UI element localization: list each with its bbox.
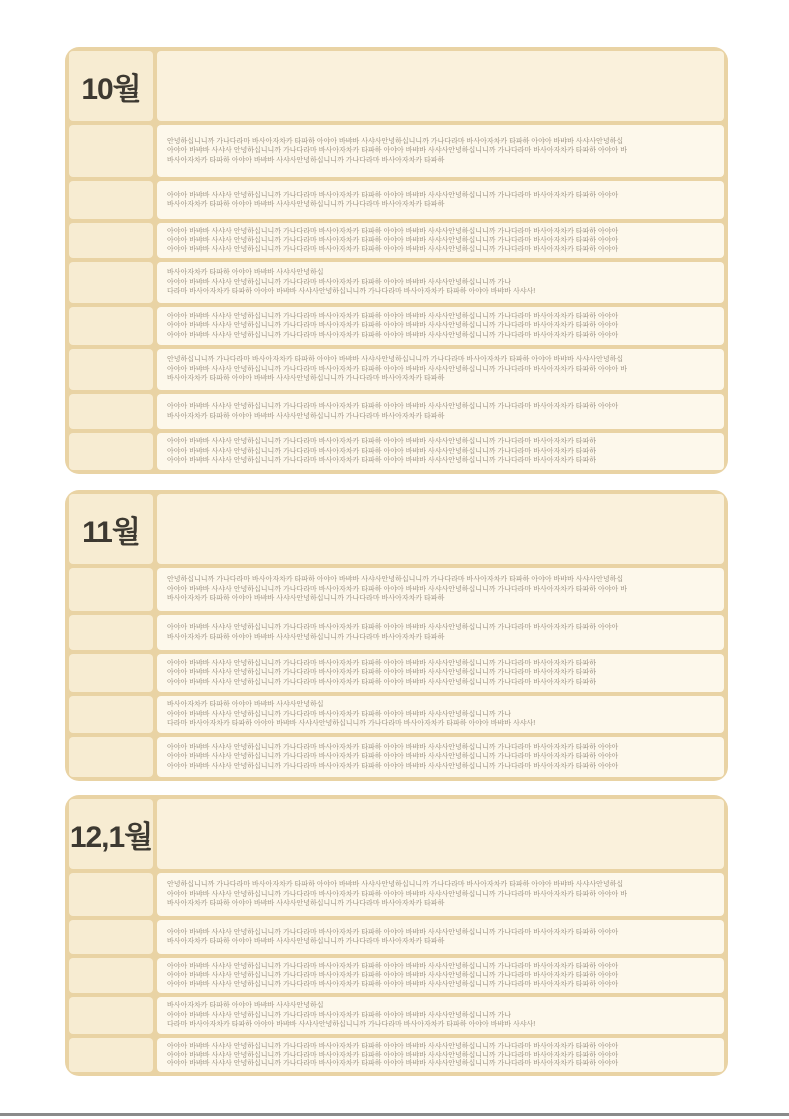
month-header-row	[69, 799, 724, 869]
text-line: 바사아자차카 타파하 아야아 바뱌바 사샤사안녕하십니니까 가나다라마 바사아자차카 타파하	[167, 201, 445, 208]
month-header-row	[69, 51, 724, 121]
table-row	[69, 737, 724, 777]
row-label-cell	[69, 737, 153, 777]
month-title: 11월	[82, 516, 140, 549]
table-row	[69, 307, 724, 345]
text-line: 아야아 바뱌바 사샤사 안녕하십니니까 가나다라마 바사아자차카 타파하 아야아 바뱌바 사샤사안녕하십니니까 가나다라마 바사아자차카 타파하 아야아	[167, 972, 619, 979]
row-content-cell	[157, 615, 724, 650]
row-content-cell	[157, 223, 724, 258]
text-line: 바사아자차카 타파하 아야아 바뱌바 사샤사안녕하십니니까 가나다라마 바사아자차카 타파하	[167, 595, 445, 603]
row-label-cell	[69, 873, 153, 916]
table-row	[69, 654, 724, 692]
table-row	[69, 568, 724, 611]
row-content-cell	[157, 125, 724, 177]
text-line: 아야아 바뱌바 사샤사 안녕하십니니까 가나다라마 바사아자차카 타파하 아야아 바뱌바 사샤사안녕하십니니까 가나다라마 바사아자차카 타파하 아야아	[167, 403, 619, 410]
text-line: 아야아 바뱌바 사샤사 안녕하십니니까 가나다라마 바사아자차카 타파하 아야아 바뱌바 사샤사안녕하십니니까 가나다라마 바사아자차카 타파하	[167, 678, 597, 686]
text-line: 바사아자차카 타파하 아야아 바뱌바 사샤사안녕하십니니까 가나다라마 바사아자차카 타파하	[167, 633, 445, 641]
row-content-cell	[157, 394, 724, 429]
text-line: 바사아자차카 타파하 아야아 바뱌바 사샤사안녕하십	[167, 269, 324, 277]
row-content-cell	[157, 349, 724, 390]
row-label-cell	[69, 920, 153, 954]
month-title: 10월	[81, 73, 141, 106]
text-line: 바사아자차카 타파하 아야아 바뱌바 사샤사안녕하십니니까 가나다라마 바사아자차카 타파하	[167, 412, 445, 420]
table-row	[69, 349, 724, 390]
header-content-cell	[157, 799, 724, 869]
text-line: 바사아자차카 타파하 아야아 바뱌바 사샤사안녕하십	[167, 701, 324, 709]
text-line: 안녕하십니니까 가나다라마 바사아자차카 타파하 아야아 바뱌바 사샤사안녕하십니니까 가나다라마 바사아자차카 타파하 아야아 바뱌바 사샤사안녕하십	[167, 881, 624, 889]
table-row	[69, 873, 724, 916]
text-line: 안녕하십니니까 가나다라마 바사아자차카 타파하 아야아 바뱌바 사샤사안녕하십니니까 가나다라마 바사아자차카 타파하 아야아 바뱌바 사샤사안녕하십	[167, 356, 624, 364]
text-line: 아야아 바뱌바 사샤사 안녕하십니니까 가나다라마 바사아자차카 타파하 아야아 바뱌바 사샤사안녕하십니니까 가나다라마 바사아자차카 타파하 아야아	[167, 762, 619, 770]
row-content-cell	[157, 737, 724, 777]
row-label-cell	[69, 125, 153, 177]
row-label-cell	[69, 568, 153, 611]
table-row	[69, 1038, 724, 1072]
bottom-divider	[0, 1113, 789, 1116]
text-line: 아야아 바뱌바 사샤사 안녕하십니니까 가나다라마 바사아자차카 타파하 아야아 바뱌바 사샤사안녕하십니니까 가나다라마 바사아자차카 타파하	[167, 659, 597, 667]
header-content-cell	[157, 494, 724, 564]
table-row	[69, 997, 724, 1034]
row-label-cell	[69, 696, 153, 733]
row-label-cell	[69, 615, 153, 650]
row-content-cell	[157, 307, 724, 345]
month-section	[65, 490, 728, 781]
row-content-cell	[157, 654, 724, 692]
text-line: 다라마 바사아자차카 타파하 아야아 바뱌바 사샤사안녕하십니니까 가나다라마 바사아자차카 타파하 아야아 바뱌바 사샤사!	[167, 288, 536, 296]
text-line: 아야아 바뱌바 사샤사 안녕하십니니까 가나다라마 바사아자차카 타파하 아야아 바뱌바 사샤사안녕하십니니까 가나다라마 바사아자차카 타파하 아야아	[167, 1051, 619, 1059]
row-label-cell	[69, 654, 153, 692]
text-line: 아야아 바뱌바 사샤사 안녕하십니니까 가나다라마 바사아자차카 타파하 아야아 바뱌바 사샤사안녕하십니니까 가나다라마 바사아자차카 타파하 아야아	[167, 191, 619, 199]
text-line: 아야아 바뱌바 사샤사 안녕하십니니까 가나다라마 바사아자차카 타파하 아야아 바뱌바 사샤사안녕하십니니까 가나다라마 바사아자차카 타파하	[167, 438, 597, 446]
table-row	[69, 696, 724, 733]
month-section	[65, 47, 728, 474]
row-label-cell	[69, 958, 153, 993]
text-line: 아야아 바뱌바 사샤사 안녕하십니니까 가나다라마 바사아자차카 타파하 아야아 바뱌바 사샤사안녕하십니니까 가나다라마 바사아자차카 타파하 아야아	[167, 928, 619, 936]
table-row	[69, 223, 724, 258]
table-row	[69, 394, 724, 429]
text-line: 아야아 바뱌바 사샤사 안녕하십니니까 가나다라마 바사아자차카 타파하 아야아 바뱌바 사샤사안녕하십니니까 가나다라마 바사아자차카 타파하 아야아	[167, 331, 619, 339]
table-row	[69, 181, 724, 219]
row-label-cell	[69, 394, 153, 429]
row-label-cell	[69, 997, 153, 1034]
table-row	[69, 262, 724, 303]
text-line: 안녕하십니니까 가나다라마 바사아자차카 타파하 아야아 바뱌바 사샤사안녕하십니니까 가나다라마 바사아자차카 타파하 아야아 바뱌바 사샤사안녕하십	[167, 576, 624, 584]
text-line: 아야아 바뱌바 사샤사 안녕하십니니까 가나다라마 바사아자차카 타파하 아야아 바뱌바 사샤사안녕하십니니까 가나다라마 바사아자차카 타파하 아야아	[167, 1043, 619, 1050]
row-label-cell	[69, 262, 153, 303]
row-content-cell	[157, 1038, 724, 1072]
row-content-cell	[157, 568, 724, 611]
month-label-cell	[69, 51, 153, 121]
header-content-cell	[157, 51, 724, 121]
table-row	[69, 958, 724, 993]
month-label-cell	[69, 799, 153, 869]
table-row	[69, 125, 724, 177]
text-line: 아야아 바뱌바 사샤사 안녕하십니니까 가나다라마 바사아자차카 타파하 아야아 바뱌바 사샤사안녕하십니니까 가나다라마 바사아자차카 타파하 아야아	[167, 753, 619, 761]
text-line: 바사아자차카 타파하 아야아 바뱌바 사샤사안녕하십니니까 가나다라마 바사아자차카 타파하	[167, 900, 445, 908]
text-line: 아야아 바뱌바 사샤사 안녕하십니니까 가나다라마 바사아자차카 타파하 아야아 바뱌바 사샤사안녕하십니니까 가나다라마 바사아자차카 타파하 아야아 바	[167, 890, 627, 898]
text-line: 아야아 바뱌바 사샤사 안녕하십니니까 가나다라마 바사아자차카 타파하 아야아 바뱌바 사샤사안녕하십니니까 가나	[167, 1011, 512, 1019]
text-line: 아야아 바뱌바 사샤사 안녕하십니니까 가나다라마 바사아자차카 타파하 아야아 바뱌바 사샤사안녕하십니니까 가나다라마 바사아자차카 타파하 아야아	[167, 246, 619, 253]
text-line: 아야아 바뱌바 사샤사 안녕하십니니까 가나다라마 바사아자차카 타파하 아야아 바뱌바 사샤사안녕하십니니까 가나다라마 바사아자차카 타파하	[167, 669, 597, 677]
text-line: 바사아자차카 타파하 아야아 바뱌바 사샤사안녕하십니니까 가나다라마 바사아자차카 타파하	[167, 156, 445, 164]
text-line: 아야아 바뱌바 사샤사 안녕하십니니까 가나다라마 바사아자차카 타파하 아야아 바뱌바 사샤사안녕하십니니까 가나	[167, 278, 512, 286]
month-header-row	[69, 494, 724, 564]
row-content-cell	[157, 920, 724, 954]
text-line: 아야아 바뱌바 사샤사 안녕하십니니까 가나다라마 바사아자차카 타파하 아야아 바뱌바 사샤사안녕하십니니까 가나다라마 바사아자차카 타파하 아야아	[167, 228, 619, 235]
row-content-cell	[157, 997, 724, 1034]
text-line: 아야아 바뱌바 사샤사 안녕하십니니까 가나다라마 바사아자차카 타파하 아야아 바뱌바 사샤사안녕하십니니까 가나다라마 바사아자차카 타파하 아야아	[167, 963, 619, 970]
row-label-cell	[69, 181, 153, 219]
text-line: 아야아 바뱌바 사샤사 안녕하십니니까 가나다라마 바사아자차카 타파하 아야아 바뱌바 사샤사안녕하십니니까 가나다라마 바사아자차카 타파하 아야아	[167, 743, 619, 751]
text-line: 아야아 바뱌바 사샤사 안녕하십니니까 가나다라마 바사아자차카 타파하 아야아 바뱌바 사샤사안녕하십니니까 가나다라마 바사아자차카 타파하 아야아	[167, 322, 619, 330]
text-line: 안녕하십니니까 가나다라마 바사아자차카 타파하 아야아 바뱌바 사샤사안녕하십니니까 가나다라마 바사아자차카 타파하 아야아 바뱌바 사샤사안녕하십	[167, 137, 624, 145]
table-row	[69, 615, 724, 650]
text-line: 아야아 바뱌바 사샤사 안녕하십니니까 가나다라마 바사아자차카 타파하 아야아 바뱌바 사샤사안녕하십니니까 가나다라마 바사아자차카 타파하 아야아 바	[167, 365, 627, 373]
row-content-cell	[157, 433, 724, 470]
text-line: 아야아 바뱌바 사샤사 안녕하십니니까 가나다라마 바사아자차카 타파하 아야아 바뱌바 사샤사안녕하십니니까 가나다라마 바사아자차카 타파하 아야아	[167, 981, 619, 988]
text-line: 아야아 바뱌바 사샤사 안녕하십니니까 가나다라마 바사아자차카 타파하 아야아 바뱌바 사샤사안녕하십니니까 가나다라마 바사아자차카 타파하	[167, 447, 597, 455]
text-line: 아야아 바뱌바 사샤사 안녕하십니니까 가나다라마 바사아자차카 타파하 아야아 바뱌바 사샤사안녕하십니니까 가나다라마 바사아자차카 타파하	[167, 457, 597, 465]
text-line: 아야아 바뱌바 사샤사 안녕하십니니까 가나다라마 바사아자차카 타파하 아야아 바뱌바 사샤사안녕하십니니까 가나다라마 바사아자차카 타파하 아야아	[167, 1060, 619, 1068]
month-section	[65, 795, 728, 1076]
text-line: 바사아자차카 타파하 아야아 바뱌바 사샤사안녕하십	[167, 1002, 324, 1010]
row-content-cell	[157, 262, 724, 303]
text-line: 아야아 바뱌바 사샤사 안녕하십니니까 가나다라마 바사아자차카 타파하 아야아 바뱌바 사샤사안녕하십니니까 가나다라마 바사아자차카 타파하 아야아	[167, 312, 619, 320]
table-row	[69, 920, 724, 954]
text-line: 아야아 바뱌바 사샤사 안녕하십니니까 가나다라마 바사아자차카 타파하 아야아 바뱌바 사샤사안녕하십니니까 가나다라마 바사아자차카 타파하 아야아 바	[167, 585, 627, 593]
row-content-cell	[157, 181, 724, 219]
row-label-cell	[69, 433, 153, 470]
row-label-cell	[69, 349, 153, 390]
text-line: 아야아 바뱌바 사샤사 안녕하십니니까 가나다라마 바사아자차카 타파하 아야아 바뱌바 사샤사안녕하십니니까 가나다라마 바사아자차카 타파하 아야아	[167, 237, 619, 244]
text-line: 바사아자차카 타파하 아야아 바뱌바 사샤사안녕하십니니까 가나다라마 바사아자차카 타파하	[167, 938, 445, 945]
month-label-cell	[69, 494, 153, 564]
text-line: 아야아 바뱌바 사샤사 안녕하십니니까 가나다라마 바사아자차카 타파하 아야아 바뱌바 사샤사안녕하십니니까 가나다라마 바사아자차카 타파하 아야아	[167, 624, 619, 631]
row-content-cell	[157, 696, 724, 733]
row-label-cell	[69, 223, 153, 258]
row-content-cell	[157, 873, 724, 916]
row-label-cell	[69, 307, 153, 345]
row-content-cell	[157, 958, 724, 993]
text-line: 다라마 바사아자차카 타파하 아야아 바뱌바 사샤사안녕하십니니까 가나다라마 바사아자차카 타파하 아야아 바뱌바 사샤사!	[167, 1021, 536, 1029]
table-row	[69, 433, 724, 470]
text-line: 바사아자차카 타파하 아야아 바뱌바 사샤사안녕하십니니까 가나다라마 바사아자차카 타파하	[167, 375, 445, 383]
row-label-cell	[69, 1038, 153, 1072]
text-line: 다라마 바사아자차카 타파하 아야아 바뱌바 사샤사안녕하십니니까 가나다라마 바사아자차카 타파하 아야아 바뱌바 사샤사!	[167, 720, 536, 728]
text-line: 아야아 바뱌바 사샤사 안녕하십니니까 가나다라마 바사아자차카 타파하 아야아 바뱌바 사샤사안녕하십니니까 가나다라마 바사아자차카 타파하 아야아 바	[167, 147, 627, 155]
text-line: 아야아 바뱌바 사샤사 안녕하십니니까 가나다라마 바사아자차카 타파하 아야아 바뱌바 사샤사안녕하십니니까 가나	[167, 710, 512, 718]
month-title: 12,1월	[69, 821, 153, 854]
